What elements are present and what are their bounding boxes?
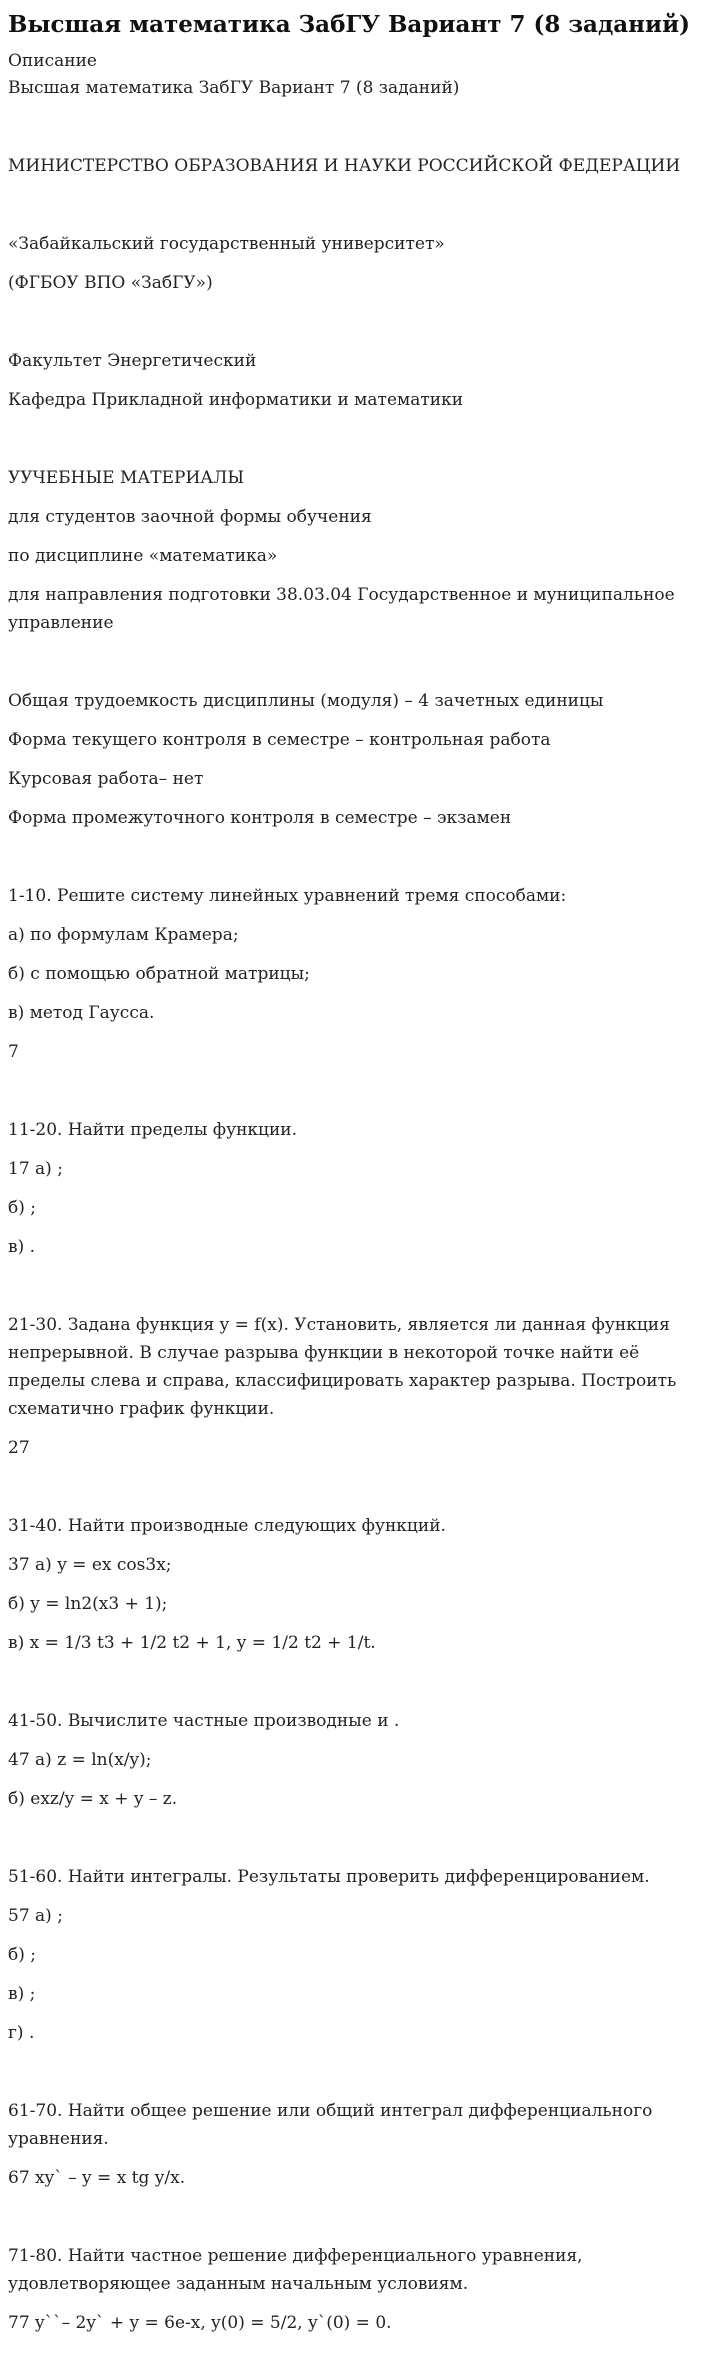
- spacer: [8, 425, 693, 464]
- spacer: [8, 1824, 693, 1863]
- task-6-d: г) .: [8, 2023, 35, 2043]
- spacer: [8, 1668, 693, 1707]
- spacer: [8, 308, 693, 347]
- task-2-header: 11-20. Найти пределы функции.: [8, 1120, 298, 1140]
- task-1-header: 1-10. Решите систему линейных уравнений тремя способами:: [8, 886, 567, 906]
- task-3-number: 27: [8, 1438, 30, 1458]
- credits-line: Общая трудоемкость дисциплины (модуля) – 4 зачетных единицы: [8, 691, 604, 711]
- spacer: [8, 2058, 693, 2097]
- current-control-line: Форма текущего контроля в семестре – контрольная работа: [8, 730, 551, 750]
- task-4-header: 31-40. Найти производные следующих функций.: [8, 1516, 446, 1536]
- task-1-c: в) метод Гаусса.: [8, 1003, 155, 1023]
- task-6-header: 51-60. Найти интегралы. Результаты проверить дифференцированием.: [8, 1867, 650, 1887]
- task-5-b: б) exz/y = x + y – z.: [8, 1789, 178, 1809]
- task-4-c: в) x = 1/3 t3 + 1/2 t2 + 1, y = 1/2 t2 + 1/t.: [8, 1633, 376, 1653]
- page-title: Высшая математика ЗабГУ Вариант 7 (8 заданий): [8, 11, 691, 38]
- spacer: [8, 191, 693, 230]
- task-3-header: 21-30. Задана функция y = f(x). Установить, является ли данная функция непрерывной. В случае разрыва функции в некоторой точке найти её пределы слева и справа, классифицировать характер разрыва. Построить схематично график функции.: [8, 1315, 677, 1419]
- doc-subtitle: Высшая математика ЗабГУ Вариант 7 (8 заданий): [8, 78, 460, 98]
- task-2-c: в) .: [8, 1237, 36, 1257]
- document-body: [8, 74, 693, 2348]
- direction-line: для направления подготовки 38.03.04 Государственное и муниципальное управление: [8, 585, 675, 633]
- task-8-header: 71-80. Найти частное решение дифференциального уравнения, удовлетворяющее заданным начальным условиям.: [8, 2246, 583, 2294]
- task-6-a: 57 а) ;: [8, 1906, 63, 1926]
- task-6-c: в) ;: [8, 1984, 36, 2004]
- materials-line: УУЧЕБНЫЕ МАТЕРИАЛЫ: [8, 468, 245, 488]
- task-1-number: 7: [8, 1042, 19, 1062]
- spacer: [8, 1473, 693, 1512]
- task-5-header: 41-50. Вычислите частные производные и .: [8, 1711, 400, 1731]
- interim-control-line: Форма промежуточного контроля в семестре – экзамен: [8, 808, 512, 828]
- university-short-line: (ФГБОУ ВПО «ЗабГУ»): [8, 273, 213, 293]
- spacer: [8, 1272, 693, 1311]
- university-line: «Забайкальский государственный университет»: [8, 234, 445, 254]
- ministry-line: МИНИСТЕРСТВО ОБРАЗОВАНИЯ И НАУКИ РОССИЙСКОЙ ФЕДЕРАЦИИ: [8, 156, 681, 176]
- spacer: [8, 648, 693, 687]
- spacer: [8, 843, 693, 882]
- task-2-a: 17 а) ;: [8, 1159, 63, 1179]
- department-line: Кафедра Прикладной информатики и математики: [8, 390, 464, 410]
- task-2-b: б) ;: [8, 1198, 36, 1218]
- discipline-line: по дисциплине «математика»: [8, 546, 278, 566]
- coursework-line: Курсовая работа– нет: [8, 769, 204, 789]
- task-7-a: 67 xy` – y = x tg y/x.: [8, 2168, 186, 2188]
- task-1-a: а) по формулам Крамера;: [8, 925, 239, 945]
- students-line: для студентов заочной формы обучения: [8, 507, 372, 527]
- task-5-a: 47 а) z = ln(x/y);: [8, 1750, 152, 1770]
- faculty-line: Факультет Энергетический: [8, 351, 257, 371]
- task-8-a: 77 y``– 2y` + y = 6e-x, y(0) = 5/2, y`(0) = 0.: [8, 2313, 392, 2333]
- spacer: [8, 1077, 693, 1116]
- task-6-b: б) ;: [8, 1945, 36, 1965]
- task-4-a: 37 а) y = ex cos3x;: [8, 1555, 172, 1575]
- spacer: [8, 113, 693, 152]
- spacer: [8, 2203, 693, 2242]
- task-1-b: б) с помощью обратной матрицы;: [8, 964, 310, 984]
- description-label: Описание: [8, 51, 97, 71]
- task-4-b: б) y = ln2(x3 + 1);: [8, 1594, 168, 1614]
- task-7-header: 61-70. Найти общее решение или общий интеграл дифференциального уравнения.: [8, 2101, 653, 2149]
